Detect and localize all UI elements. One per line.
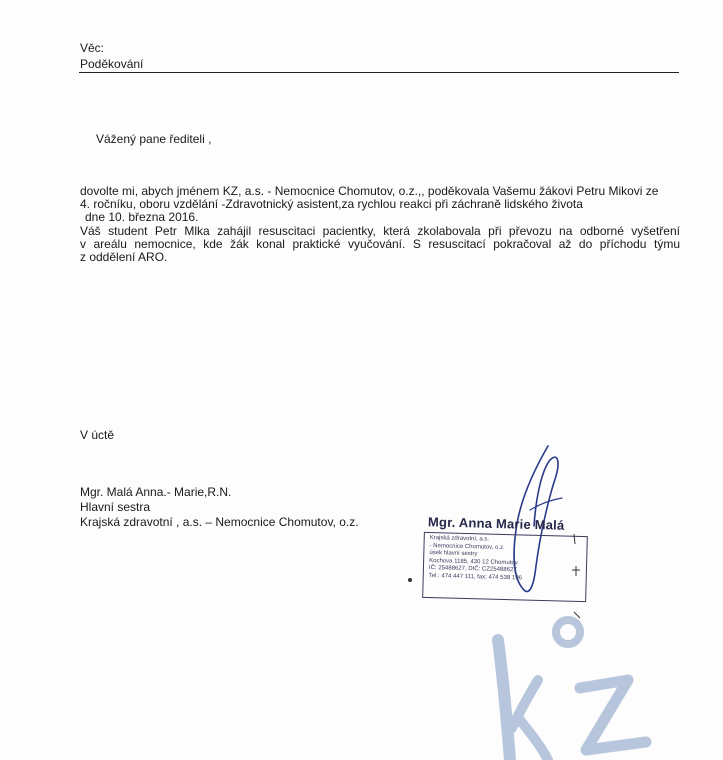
stamp-marks bbox=[568, 530, 588, 620]
ink-dot bbox=[408, 578, 412, 582]
institution-stamp bbox=[422, 532, 588, 602]
body-line: dovolte mi, abych jménem KZ, a.s. - Nemocnice Chomutov, o.z.,, poděkovala Vašemu žákovi Petru Mikovi ze bbox=[80, 184, 659, 198]
stamp-line: IČ: 25488627, DIČ: CZ25488627 bbox=[428, 565, 517, 574]
letter-body bbox=[80, 185, 680, 264]
body-line: Váš student Petr Mlka zahájil resuscitaci pacientky, která zkolabovala při převozu na odborné vyšetření bbox=[80, 223, 680, 238]
stamp-name: Mgr. Anna Marie Malá bbox=[427, 514, 565, 533]
stamp-line: úsek hlavní sestry bbox=[429, 550, 478, 558]
stamp-line: Tel.: 474 447 111, fax: 474 538 196 bbox=[428, 572, 522, 582]
body-line: v areálu nemocnice, kde žák konal praktické vyučování. S resuscitací pokračoval až do příchodu týmu bbox=[80, 236, 680, 251]
signatory-name: Mgr. Malá Anna.- Marie,R.N. bbox=[80, 485, 232, 499]
signatory-organization: Krajská zdravotní , a.s. – Nemocnice Chomutov, o.z. bbox=[80, 515, 359, 529]
stamp-line: Kochova 1185, 430 12 Chomutov bbox=[429, 557, 518, 567]
stamp-line: Krajská zdravotní, a.s. bbox=[429, 535, 490, 543]
body-line: 4. ročníku, oboru vzdělání -Zdravotnický asistent,za rychlou reakci při záchraně lidského života bbox=[80, 197, 583, 212]
salutation: Vážený pane řediteli , bbox=[96, 132, 212, 146]
body-line: dne 10. března 2016. bbox=[85, 210, 199, 225]
body-line: z oddělení ARO. bbox=[80, 250, 168, 265]
closing: V úctě bbox=[80, 428, 115, 442]
kz-logo-icon bbox=[468, 610, 723, 760]
signatory-role: Hlavní sestra bbox=[80, 500, 151, 514]
subject-label: Věc: bbox=[80, 41, 105, 55]
header-divider bbox=[79, 72, 679, 73]
subject-value: Poděkování bbox=[80, 57, 144, 71]
stamp-line: - Nemocnice Chomutov, o.z. bbox=[429, 542, 505, 551]
